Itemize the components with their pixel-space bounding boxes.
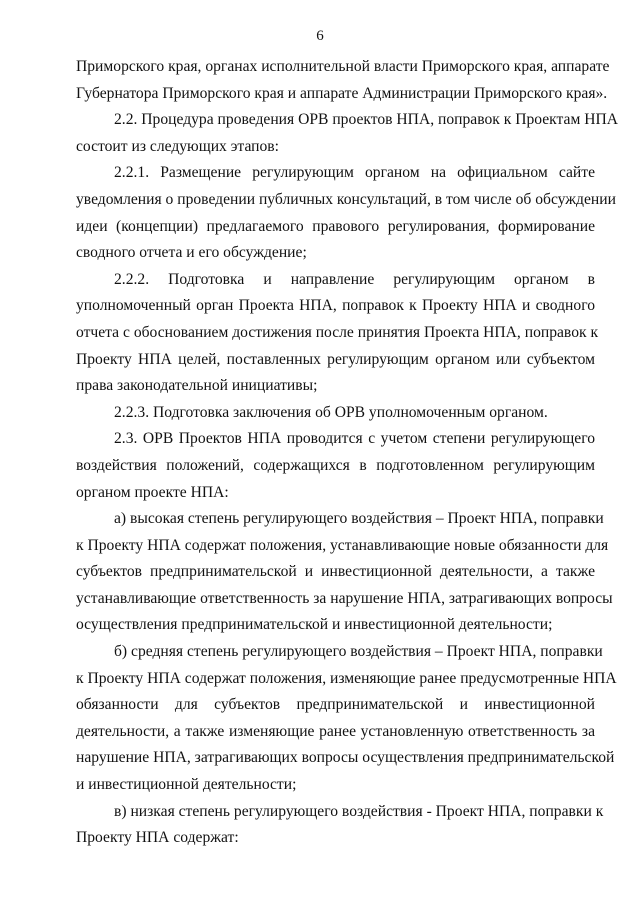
text-line: обязанности для субъектов предпринимательской и инвестиционной <box>76 696 595 714</box>
text-line: б) средняя степень регулирующего воздействия – Проект НПА, поправки <box>114 643 603 661</box>
text-line: отчета с обоснованием достижения после принятия Проекта НПА, поправок к <box>76 323 599 341</box>
text-line: Проекту НПА содержат: <box>76 829 239 847</box>
text-line: 2.2.2. Подготовка и направление регулирующим органом в <box>114 270 595 288</box>
text-line: права законодательной инициативы; <box>76 377 318 395</box>
paragraph <box>76 426 595 506</box>
text-line: Приморского края, органах исполнительной власти Приморского края, аппарате <box>76 58 610 75</box>
text-line: органом проекте НПА: <box>76 483 229 501</box>
text-line: уполномоченный орган Проекта НПА, поправок к Проекту НПА и сводного <box>76 297 595 315</box>
paragraph <box>76 506 613 639</box>
text-line: в) низкая степень регулирующего воздействия - Проект НПА, поправки к <box>114 802 604 820</box>
paragraph <box>76 639 617 799</box>
text-line: осуществления предпринимательской и инвестиционной деятельности; <box>76 616 553 634</box>
paragraph <box>76 400 595 427</box>
text-line: к Проекту НПА содержат положения, изменяющие ранее предусмотренные НПА <box>76 669 617 687</box>
text-line: воздействия положений, содержащихся в подготовленном регулирующим <box>76 456 595 474</box>
text-line: и инвестиционной деятельности; <box>76 776 297 794</box>
text-line: 2.2.3. Подготовка заключения об ОРВ уполномоченным органом. <box>114 403 548 421</box>
text-line: Проекту НПА целей, поставленных регулирующим органом или субъектом <box>76 350 595 368</box>
text-line: деятельности, а также изменяющие ранее установленную ответственность за <box>76 722 595 740</box>
paragraph <box>76 267 599 400</box>
text-line: а) высокая степень регулирующего воздействия – Проект НПА, поправки <box>114 510 604 528</box>
text-line: состоит из следующих этапов: <box>76 137 279 155</box>
text-line: идеи (концепции) предлагаемого правового регулирования, формирование <box>76 217 595 235</box>
text-line: к Проекту НПА содержат положения, устанавливающие новые обязанности для <box>76 536 609 554</box>
text-line: сводного отчета и его обсуждение; <box>76 244 307 262</box>
text-line: субъектов предпринимательской и инвестиционной деятельности, а также <box>76 563 595 581</box>
text-line: нарушение НПА, затрагивающих вопросы осуществления предпринимательской <box>76 749 615 767</box>
page-number: 6 <box>316 28 324 44</box>
paragraph <box>76 160 616 266</box>
text-line: 2.2. Процедура проведения ОРВ проектов НПА, поправок к Проектам НПА <box>114 111 619 129</box>
paragraph <box>76 799 604 852</box>
text-line: устанавливающие ответственность за нарушение НПА, затрагивающих вопросы <box>76 589 613 607</box>
text-line: Губернатора Приморского края и аппарате Администрации Приморского края». <box>76 84 608 102</box>
paragraph <box>76 54 610 107</box>
text-line: 2.2.1. Размещение регулирующим органом на официальном сайте <box>114 164 595 182</box>
text-line: уведомления о проведении публичных консультаций, в том числе об обсуждении <box>76 190 616 208</box>
text-line: 2.3. ОРВ Проектов НПА проводится с учетом степени регулирующего <box>114 430 595 448</box>
paragraph <box>76 107 619 160</box>
document-body <box>76 54 619 852</box>
